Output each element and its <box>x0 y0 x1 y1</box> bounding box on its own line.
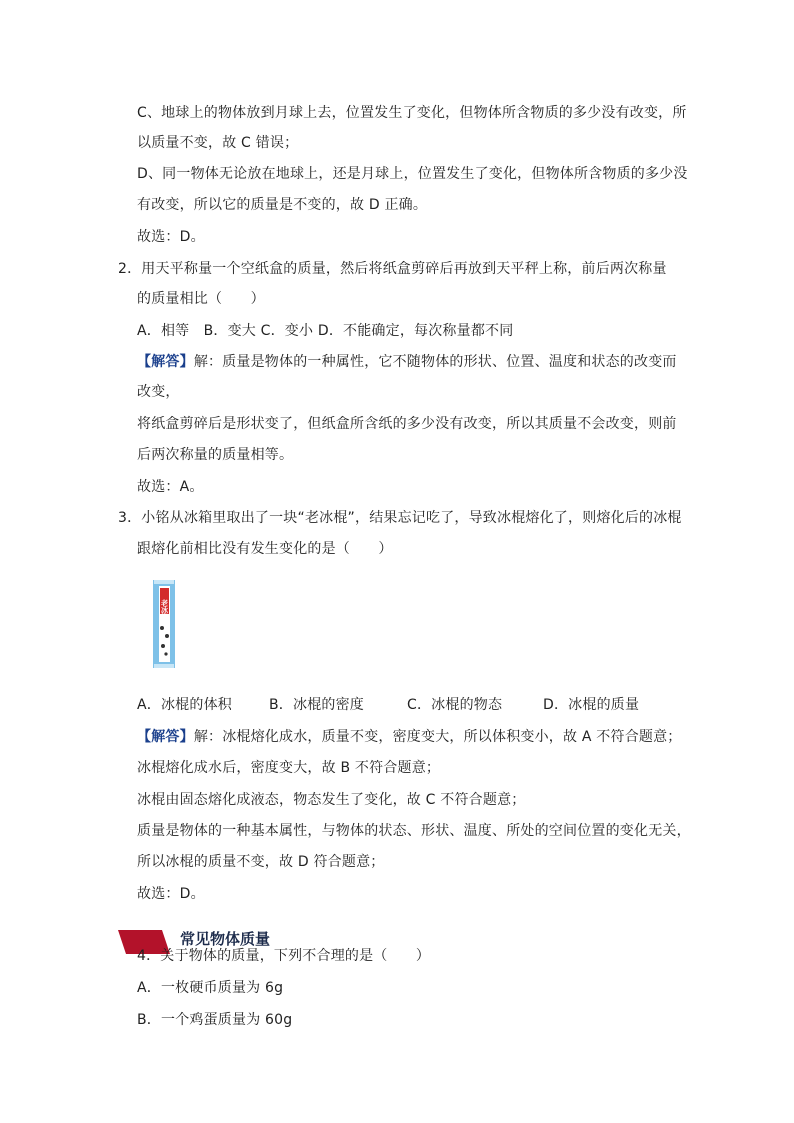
q3-answer-tag: 【解答】 <box>137 729 194 745</box>
q3-answer-line5: 所以冰棍的质量不变，故 D 符合题意； <box>137 854 385 870</box>
q2-options: A．相等 B．变大 C．变小 D．不能确定，每次称量都不同 <box>137 323 514 339</box>
q3-answer-text1: 解：冰棍熔化成水，质量不变，密度变大，所以体积变小，故 A 不符合题意； <box>193 729 682 745</box>
q4-option-a: A．一枚硬币质量为 6g <box>137 980 284 996</box>
q1-choice: 故选：D。 <box>137 229 205 245</box>
q3-option-d: D．冰棍的质量 <box>543 697 640 713</box>
q4-stem: 4．关于物体的质量，下列不合理的是（ ） <box>137 948 431 964</box>
q1-explanation-c-line2: 以质量不变，故 C 错误； <box>137 135 299 151</box>
q2-stem-line1: 2．用天平称量一个空纸盒的质量，然后将纸盒剪碎后再放到天平秤上称，前后两次称量 <box>118 261 667 277</box>
q1-explanation-d-line2: 有改变，所以它的质量是不变的，故 D 正确。 <box>137 197 428 213</box>
q2-answer-tag: 【解答】 <box>137 354 194 370</box>
q1-explanation-c-line1: C、地球上的物体放到月球上去，位置发生了变化，但物体所含物质的多少没有改变，所 <box>137 105 687 121</box>
q3-answer-line4: 质量是物体的一种基本属性，与物体的状态、形状、温度、所处的空间位置的变化无关， <box>137 823 691 839</box>
ice-bar-image <box>152 580 176 668</box>
q2-answer-line4: 后两次称量的质量相等。 <box>137 447 294 463</box>
q2-answer-line3: 将纸盒剪碎后是形状变了，但纸盒所含纸的多少没有改变，所以其质量不会改变，则前 <box>137 416 677 432</box>
q3-options-row <box>137 694 639 716</box>
q2-choice: 故选：A。 <box>137 479 204 495</box>
q1-explanation-d-line1: D、同一物体无论放在地球上，还是月球上，位置发生了变化，但物体所含物质的多少没 <box>137 166 688 182</box>
q3-answer-line2: 冰棍熔化成水后，密度变大，故 B 不符合题意； <box>137 760 441 776</box>
q3-answer-line1 <box>137 726 682 748</box>
q3-option-b: B．冰棍的密度 <box>269 697 365 713</box>
q3-stem-line2: 跟熔化前相比没有发生变化的是（ ） <box>137 541 393 557</box>
q2-stem-line2: 的质量相比（ ） <box>137 291 265 307</box>
section-title: 常见物体质量 <box>180 930 271 948</box>
q3-choice: 故选：D。 <box>137 886 205 902</box>
q2-answer-line2: 改变， <box>137 384 180 400</box>
ice-bar-label: 老冰棍 <box>160 599 169 621</box>
q4-option-b: B．一个鸡蛋质量为 60g <box>137 1012 293 1028</box>
q3-option-c: C．冰棍的物态 <box>407 697 503 713</box>
q3-answer-line3: 冰棍由固态熔化成液态，物态发生了变化，故 C 不符合题意； <box>137 792 526 808</box>
q2-answer-line1 <box>137 351 677 373</box>
q3-option-a: A．冰棍的体积 <box>137 697 232 713</box>
q3-stem-line1: 3．小铭从冰箱里取出了一块“老冰棍”，结果忘记吃了，导致冰棍熔化了，则熔化后的冰棍 <box>118 510 682 526</box>
q2-answer-text1: 解：质量是物体的一种属性，它不随物体的形状、位置、温度和状态的改变而 <box>193 354 677 370</box>
